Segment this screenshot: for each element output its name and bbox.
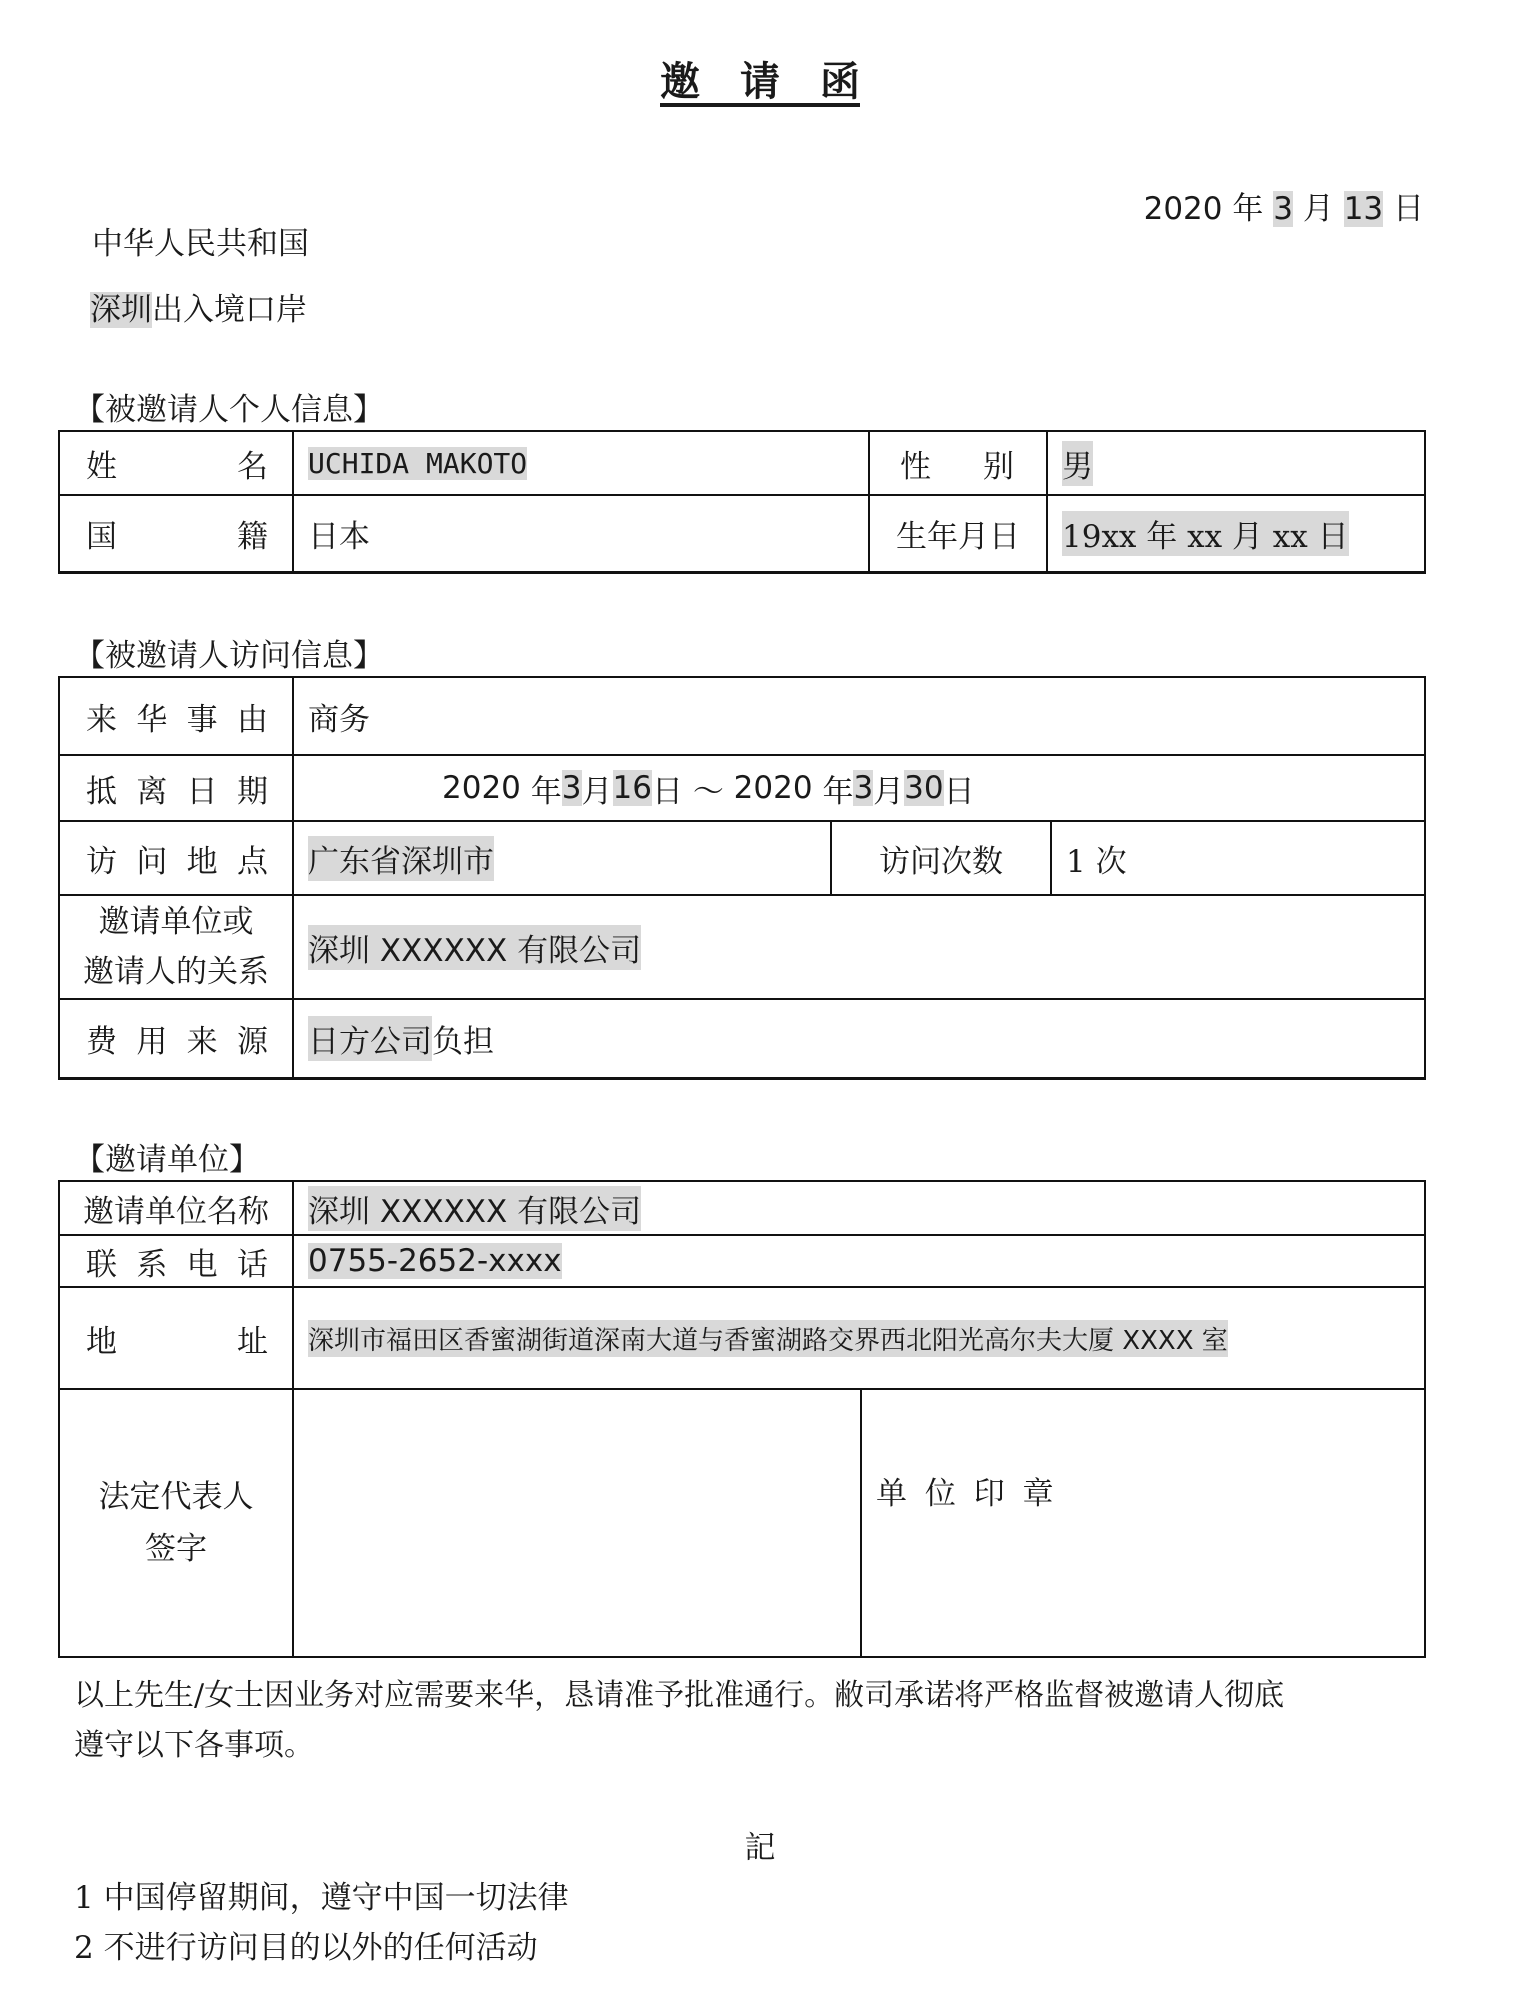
gender-value: 男 bbox=[1048, 432, 1424, 494]
section-heading-visit: 【被邀请人访问信息】 bbox=[74, 638, 384, 674]
visit-dates-value: 2020 年 3 月 16 日 ～ 2020 年 3 月 30 日 bbox=[442, 770, 975, 810]
name-label: 姓 名 bbox=[86, 448, 268, 485]
inviter-address-value: 深圳市福田区香蜜湖街道深南大道与香蜜湖路交界西北阳光高尔夫大厦 XXXX 室 bbox=[294, 1288, 1424, 1388]
section-heading-personal: 【被邀请人个人信息】 bbox=[74, 392, 384, 428]
section-heading-inviter: 【邀请单位】 bbox=[74, 1142, 260, 1178]
name-value: UCHIDA MAKOTO bbox=[308, 446, 528, 480]
visit-place-label: 访 问 地 点 bbox=[86, 843, 268, 880]
statement-line-2: 遵守以下各事项。 bbox=[74, 1728, 314, 1763]
birth-label: 生年月日 bbox=[896, 519, 1020, 555]
notes-heading: 記 bbox=[744, 1830, 776, 1866]
birth-value: 19xx 年 xx 月 xx 日 bbox=[1048, 496, 1424, 571]
gender-label: 性 别 bbox=[900, 448, 1014, 485]
visit-place-value: 广东省深圳市 bbox=[294, 822, 830, 894]
statement-line-1: 以上先生/女士因业务对应需要来华，恳请准予批准通行。敝司承诺将严格监督被邀请人彻底 bbox=[74, 1678, 1285, 1713]
visit-reason-value: 商务 bbox=[308, 701, 370, 738]
inviter-phone-value: 0755-2652-xxxx bbox=[308, 1243, 562, 1279]
company-seal-label: 单 位 印 章 bbox=[876, 1476, 1058, 1512]
nationality-label: 国 籍 bbox=[86, 519, 268, 555]
inviter-phone-label: 联 系 电 话 bbox=[86, 1246, 268, 1283]
inviter-address-label: 地 址 bbox=[86, 1323, 268, 1360]
visit-count-value: 1 次 bbox=[1066, 843, 1127, 880]
letter-date: 2020 年 3 月 13 日 bbox=[1143, 191, 1424, 227]
relation-value: 深圳 XXXXXX 有限公司 bbox=[294, 896, 1424, 998]
visit-count-label: 访问次数 bbox=[879, 843, 1003, 880]
relation-label: 邀请单位或 邀请人的关系 bbox=[83, 904, 269, 990]
visit-reason-label: 来 华 事 由 bbox=[86, 701, 268, 738]
addressee-port: 深圳出入境口岸 bbox=[90, 292, 307, 328]
visit-dates-label: 抵 离 日 期 bbox=[86, 773, 268, 810]
inviter-name-label: 邀请单位名称 bbox=[83, 1193, 269, 1230]
addressee-country: 中华人民共和国 bbox=[92, 226, 309, 262]
note-item: 1 中国停留期间，遵守中国一切法律 bbox=[74, 1880, 569, 1916]
note-item: 2 不进行访问目的以外的任何活动 bbox=[74, 1930, 538, 1966]
inviter-name-value: 深圳 XXXXXX 有限公司 bbox=[294, 1182, 1424, 1234]
legal-rep-signature-label: 法定代表人 签字 bbox=[98, 1479, 254, 1567]
legal-rep-signature-area bbox=[294, 1390, 860, 1656]
nationality-value: 日本 bbox=[308, 519, 370, 555]
expense-label: 费 用 来 源 bbox=[86, 1024, 268, 1060]
document-title: 邀 请 函 bbox=[660, 58, 860, 105]
expense-value: 日方公司 负担 bbox=[294, 1000, 1424, 1077]
